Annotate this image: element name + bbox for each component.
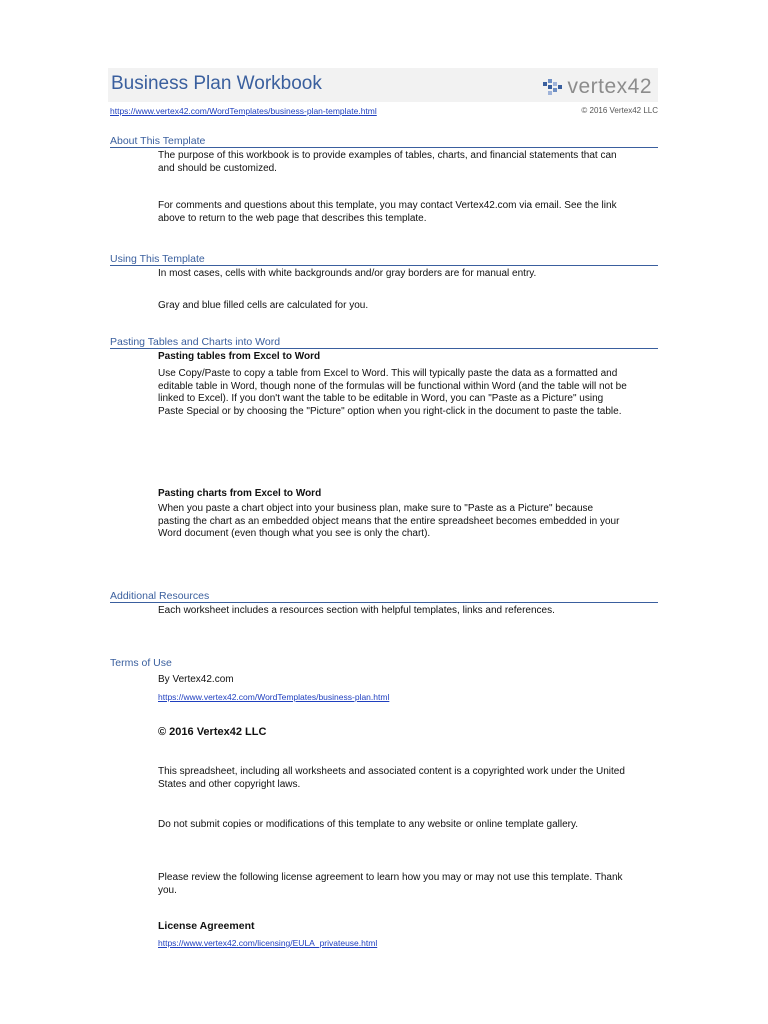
pasting-charts-paragraph: When you paste a chart object into your business plan, make sure to "Paste as a Picture" because pasting the chart as an embedded object means that the entire spreadsheet becomes embedded in your Word document (even though what you see is only the chart). [158,503,620,540]
terms-paragraph-2: Do not submit copies or modifications of this template to any website or online template gallery. [158,819,579,830]
terms-paragraph-3: Please review the following license agreement to learn how you may or may not use this template. Thank you. [158,872,623,896]
section-resources-heading: Additional Resources [110,590,658,603]
section-about-heading: About This Template [110,135,658,148]
terms-copyright: © 2016 Vertex42 LLC [158,726,267,738]
pasting-tables-paragraph: Use Copy/Paste to copy a table from Excel to Word. This will typically paste the data as a formatted and editable table in Word, though none of the formulas will be functional within Word (and the table will not be linked to Excel). If you don't want the table to be editable in Word, you can "Paste as a Picture" using Paste Special or by choosing the "Picture" option when you right-click in the document to paste the table. [158,368,627,417]
terms-by: By Vertex42.com [158,674,234,685]
using-paragraph-2: Gray and blue filled cells are calculated for you. [158,300,369,311]
header-copyright: © 2016 Vertex42 LLC [581,106,658,115]
terms-paragraph-1: This spreadsheet, including all worksheets and associated content is a copyrighted work under the United States and other copyright laws. [158,766,625,790]
license-heading: License Agreement [158,920,255,932]
section-pasting-heading: Pasting Tables and Charts into Word [110,336,658,349]
license-link[interactable]: https://www.vertex42.com/licensing/EULA_privateuse.html [158,938,378,948]
section-terms-heading: Terms of Use [110,657,172,669]
pasting-charts-subheading: Pasting charts from Excel to Word [158,488,322,499]
about-paragraph-1: The purpose of this workbook is to provide examples of tables, charts, and financial statements that can and should be customized. [158,150,617,174]
using-paragraph-1: In most cases, cells with white backgrounds and/or gray borders are for manual entry. [158,268,537,279]
template-page-link[interactable]: https://www.vertex42.com/WordTemplates/business-plan-template.html [110,106,377,116]
about-paragraph-2: For comments and questions about this template, you may contact Vertex42.com via email. See the link above to return to the web page that describes this template. [158,200,617,224]
section-using-heading: Using This Template [110,253,658,266]
pasting-tables-subheading: Pasting tables from Excel to Word [158,351,321,362]
page-header [108,68,658,102]
resources-paragraph: Each worksheet includes a resources section with helpful templates, links and references. [158,605,555,616]
vertex42-logo [542,76,652,98]
vertex42-logo-icon [542,76,564,98]
logo-wordmark: vertex42 [567,75,652,98]
page-title: Business Plan Workbook [111,73,322,94]
business-plan-link[interactable]: https://www.vertex42.com/WordTemplates/business-plan.html [158,692,390,702]
